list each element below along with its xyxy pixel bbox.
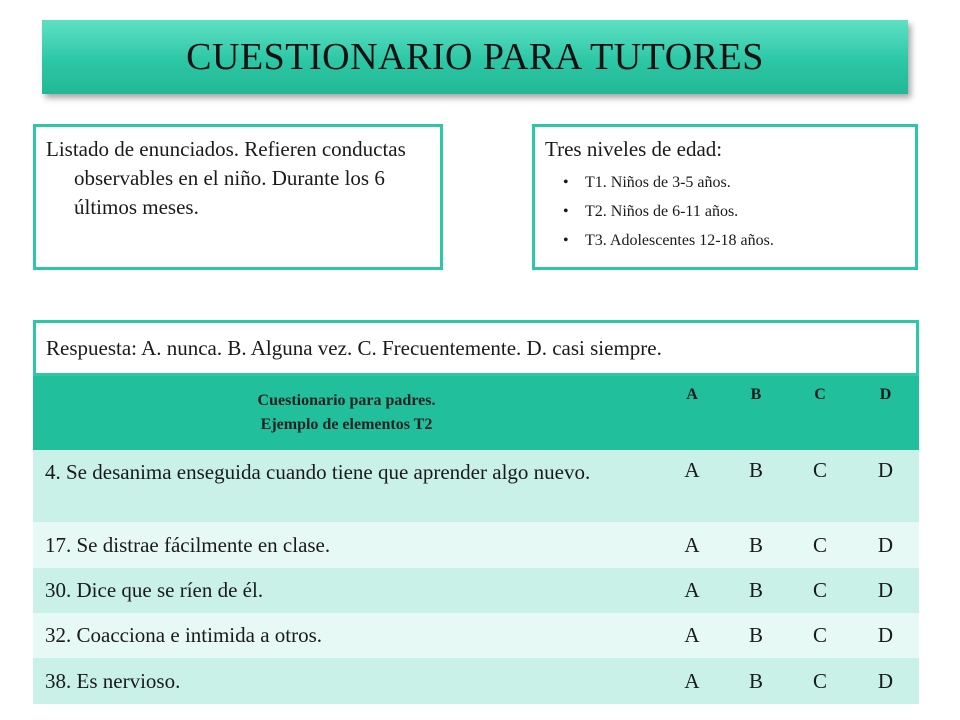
option-c: C — [812, 578, 827, 602]
question-text: 4. Se desanima enseguida cuando tiene que aprender algo nuevo. — [45, 460, 591, 484]
table-header-row — [33, 376, 919, 450]
option-c: C — [812, 668, 827, 693]
option-a: A — [684, 578, 700, 602]
table-row — [33, 522, 919, 568]
age-levels-box — [532, 124, 918, 270]
title-banner — [42, 20, 908, 94]
table-header-title — [33, 376, 660, 450]
age-levels-list — [545, 168, 905, 255]
table-header-line2: Ejemplo de elementos T2 — [260, 416, 433, 433]
option-a: A — [684, 668, 700, 693]
option-b: B — [748, 623, 763, 647]
option-a: A — [684, 458, 700, 482]
option-b: B — [748, 458, 763, 482]
list-item: • T2. Niños de 6-11 años. — [585, 197, 905, 226]
page-title: CUESTIONARIO PARA TUTORES — [186, 36, 764, 78]
option-d: D — [877, 458, 894, 482]
table-row — [33, 613, 919, 658]
header-option-d: D — [879, 386, 892, 403]
header-option-b: B — [750, 386, 762, 403]
header-option-c: C — [814, 386, 826, 403]
question-text: 32. Coacciona e intimida a otros. — [45, 623, 323, 647]
questionnaire-table — [33, 376, 919, 704]
response-scale-box — [33, 320, 919, 376]
question-text: 38. Es nervioso. — [45, 668, 181, 693]
table-row — [33, 568, 919, 613]
option-d: D — [877, 578, 894, 602]
option-d: D — [877, 623, 894, 647]
list-item: • T3. Adolescentes 12-18 años. — [585, 226, 905, 255]
option-a: A — [684, 623, 700, 647]
list-item: • T1. Niños de 3-5 años. — [585, 168, 905, 197]
table-row — [33, 658, 919, 704]
age-levels-heading: Tres niveles de edad: — [545, 137, 723, 161]
option-d: D — [877, 668, 894, 693]
question-text: 30. Dice que se ríen de él. — [45, 578, 264, 602]
statements-text: Listado de enunciados. Refieren conductas observables en el niño. Durante los 6 últimos meses. — [46, 137, 406, 219]
header-option-a: A — [686, 386, 698, 403]
option-a: A — [684, 532, 700, 557]
option-b: B — [748, 532, 763, 557]
option-d: D — [877, 532, 894, 557]
option-b: B — [748, 578, 763, 602]
question-text: 17. Se distrae fácilmente en clase. — [45, 532, 331, 557]
option-c: C — [812, 532, 827, 557]
option-b: B — [748, 668, 763, 693]
option-c: C — [812, 623, 827, 647]
table-row — [33, 450, 919, 522]
option-c: C — [812, 458, 827, 482]
response-scale-text: Respuesta: A. nunca. B. Alguna vez. C. Frecuentemente. D. casi siempre. — [46, 335, 662, 360]
table-header-line1: Cuestionario para padres. — [257, 392, 436, 409]
statements-box — [33, 124, 443, 270]
